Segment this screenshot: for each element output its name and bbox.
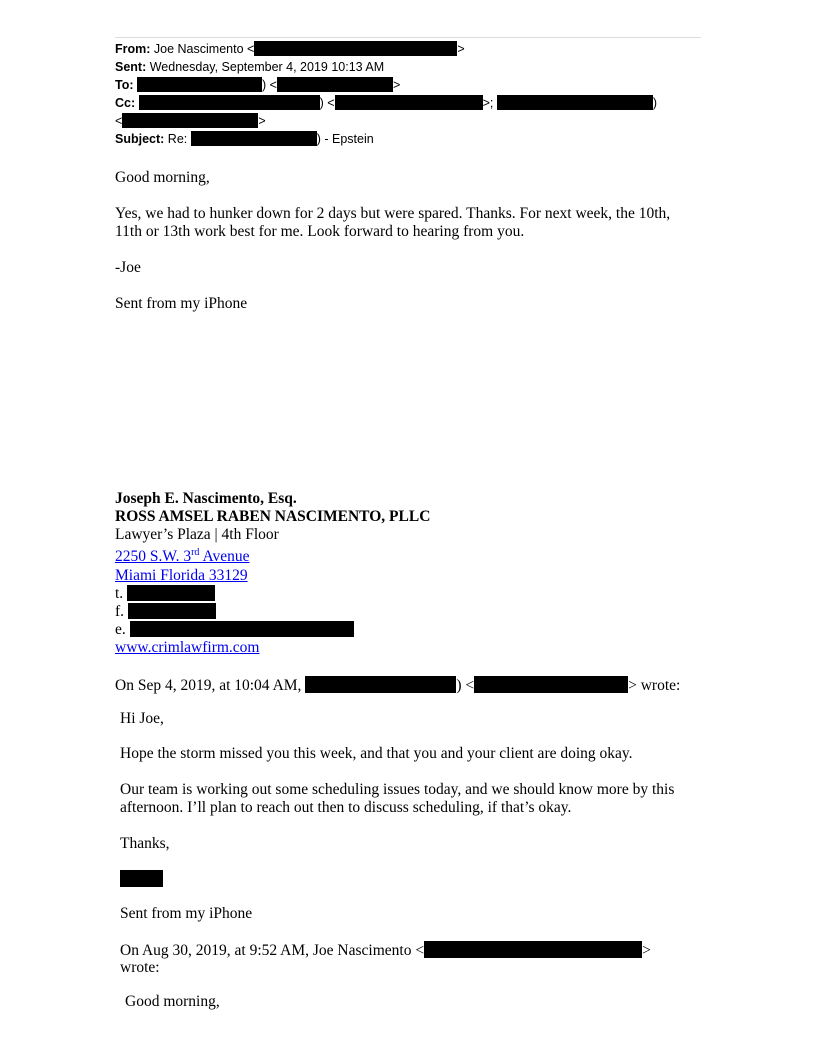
header-cc-row [115,94,657,112]
quote1-paragraph-2-line-1: Our team is working out some scheduling issues today, and we should know more by this [120,781,675,798]
quote1-sent-from: Sent from my iPhone [120,905,253,922]
street-ordinal: rd [191,547,200,558]
redaction-box [305,676,456,693]
redaction-box [130,621,354,637]
sent-value: Wednesday, September 4, 2019 10:13 AM [149,60,385,74]
signature-firm: ROSS AMSEL RABEN NASCIMENTO, PLLC [115,508,431,525]
street-address-link[interactable] [115,548,250,565]
quote2-intro [120,941,651,960]
quote1-intro-text: > wrote: [628,677,681,694]
cc-close: ) [652,96,658,110]
signature-fax [115,603,216,621]
to-label: To: [115,78,134,92]
from-name: Joe Nascimento < [153,42,255,56]
signature-name: Joseph E. Nascimento, Esq. [115,490,297,507]
redaction-box [127,585,215,601]
reply-body-line-2: 11th or 13th work best for me. Look forward to hearing from you. [115,223,525,240]
header-sent-row [115,58,384,76]
reply-signoff: -Joe [115,259,141,276]
cc2-close: > [258,114,266,128]
cc2-open: < [115,114,123,128]
header-from-row [115,40,465,58]
street-part: Avenue [199,548,250,565]
subject-prefix: Re: [167,132,188,146]
subject-label: Subject: [115,132,165,146]
header-subject-row [115,130,374,148]
header-top-rule [115,37,701,38]
signature-city[interactable] [115,567,248,585]
to-mid: ) < [262,78,277,92]
sent-label: Sent: [115,60,147,74]
signature-email [115,621,354,639]
redaction-box [277,77,393,92]
website-link[interactable]: www.crimlawfirm.com [115,639,260,656]
redaction-box [254,41,457,56]
redaction-box [191,131,317,146]
quote1-thanks: Thanks, [120,835,170,852]
cc-label: Cc: [115,96,136,110]
from-close: > [457,42,465,56]
phone-label: t. [115,585,124,602]
quote1-intro [115,676,680,695]
cc-mid: ) < [319,96,335,110]
signature-street[interactable] [115,548,250,566]
redaction-box [120,870,163,887]
fax-label: f. [115,603,125,620]
signature-building: Lawyer’s Plaza | 4th Floor [115,526,279,543]
header-cc-row-2 [115,112,266,130]
quote1-paragraph-2-line-2: afternoon. I’ll plan to reach out then to discuss scheduling, if that’s okay. [120,799,572,816]
signature-phone [115,585,215,603]
reply-body-line-1: Yes, we had to hunker down for 2 days but were spared. Thanks. For next week, the 10th, [115,205,671,222]
redaction-box [128,603,216,619]
redaction-box [335,95,483,110]
quote1-sender-redacted [120,870,163,889]
reply-greeting: Good morning, [115,169,210,186]
redaction-box [122,113,258,128]
street-part: 2250 S.W. 3 [115,548,192,565]
from-label: From: [115,42,151,56]
redaction-box [139,95,320,110]
reply-sent-from: Sent from my iPhone [115,295,248,312]
redaction-box [137,77,262,92]
redaction-box [474,676,628,693]
quote2-intro-text: On Aug 30, 2019, at 9:52 AM, Joe Nascimento < [120,942,425,959]
subject-suffix: ) - Epstein [316,132,374,146]
quote2-intro-text: > [642,942,651,959]
header-to-row [115,76,400,94]
quote1-greeting: Hi Joe, [120,710,164,727]
redaction-box [497,95,653,110]
cc-sep: >; [482,96,494,110]
city-address-link[interactable]: Miami Florida 33129 [115,567,248,584]
quote2-greeting: Good morning, [125,993,220,1010]
quote1-intro-text: On Sep 4, 2019, at 10:04 AM, [115,677,302,694]
quote1-paragraph-1: Hope the storm missed you this week, and that you and your client are doing okay. [120,745,633,762]
quote2-intro-line-2: wrote: [120,959,160,976]
to-close: > [392,78,401,92]
quote1-intro-text: ) < [456,677,475,694]
signature-website[interactable] [115,639,259,657]
redaction-box [424,941,642,958]
email-label: e. [115,621,126,638]
